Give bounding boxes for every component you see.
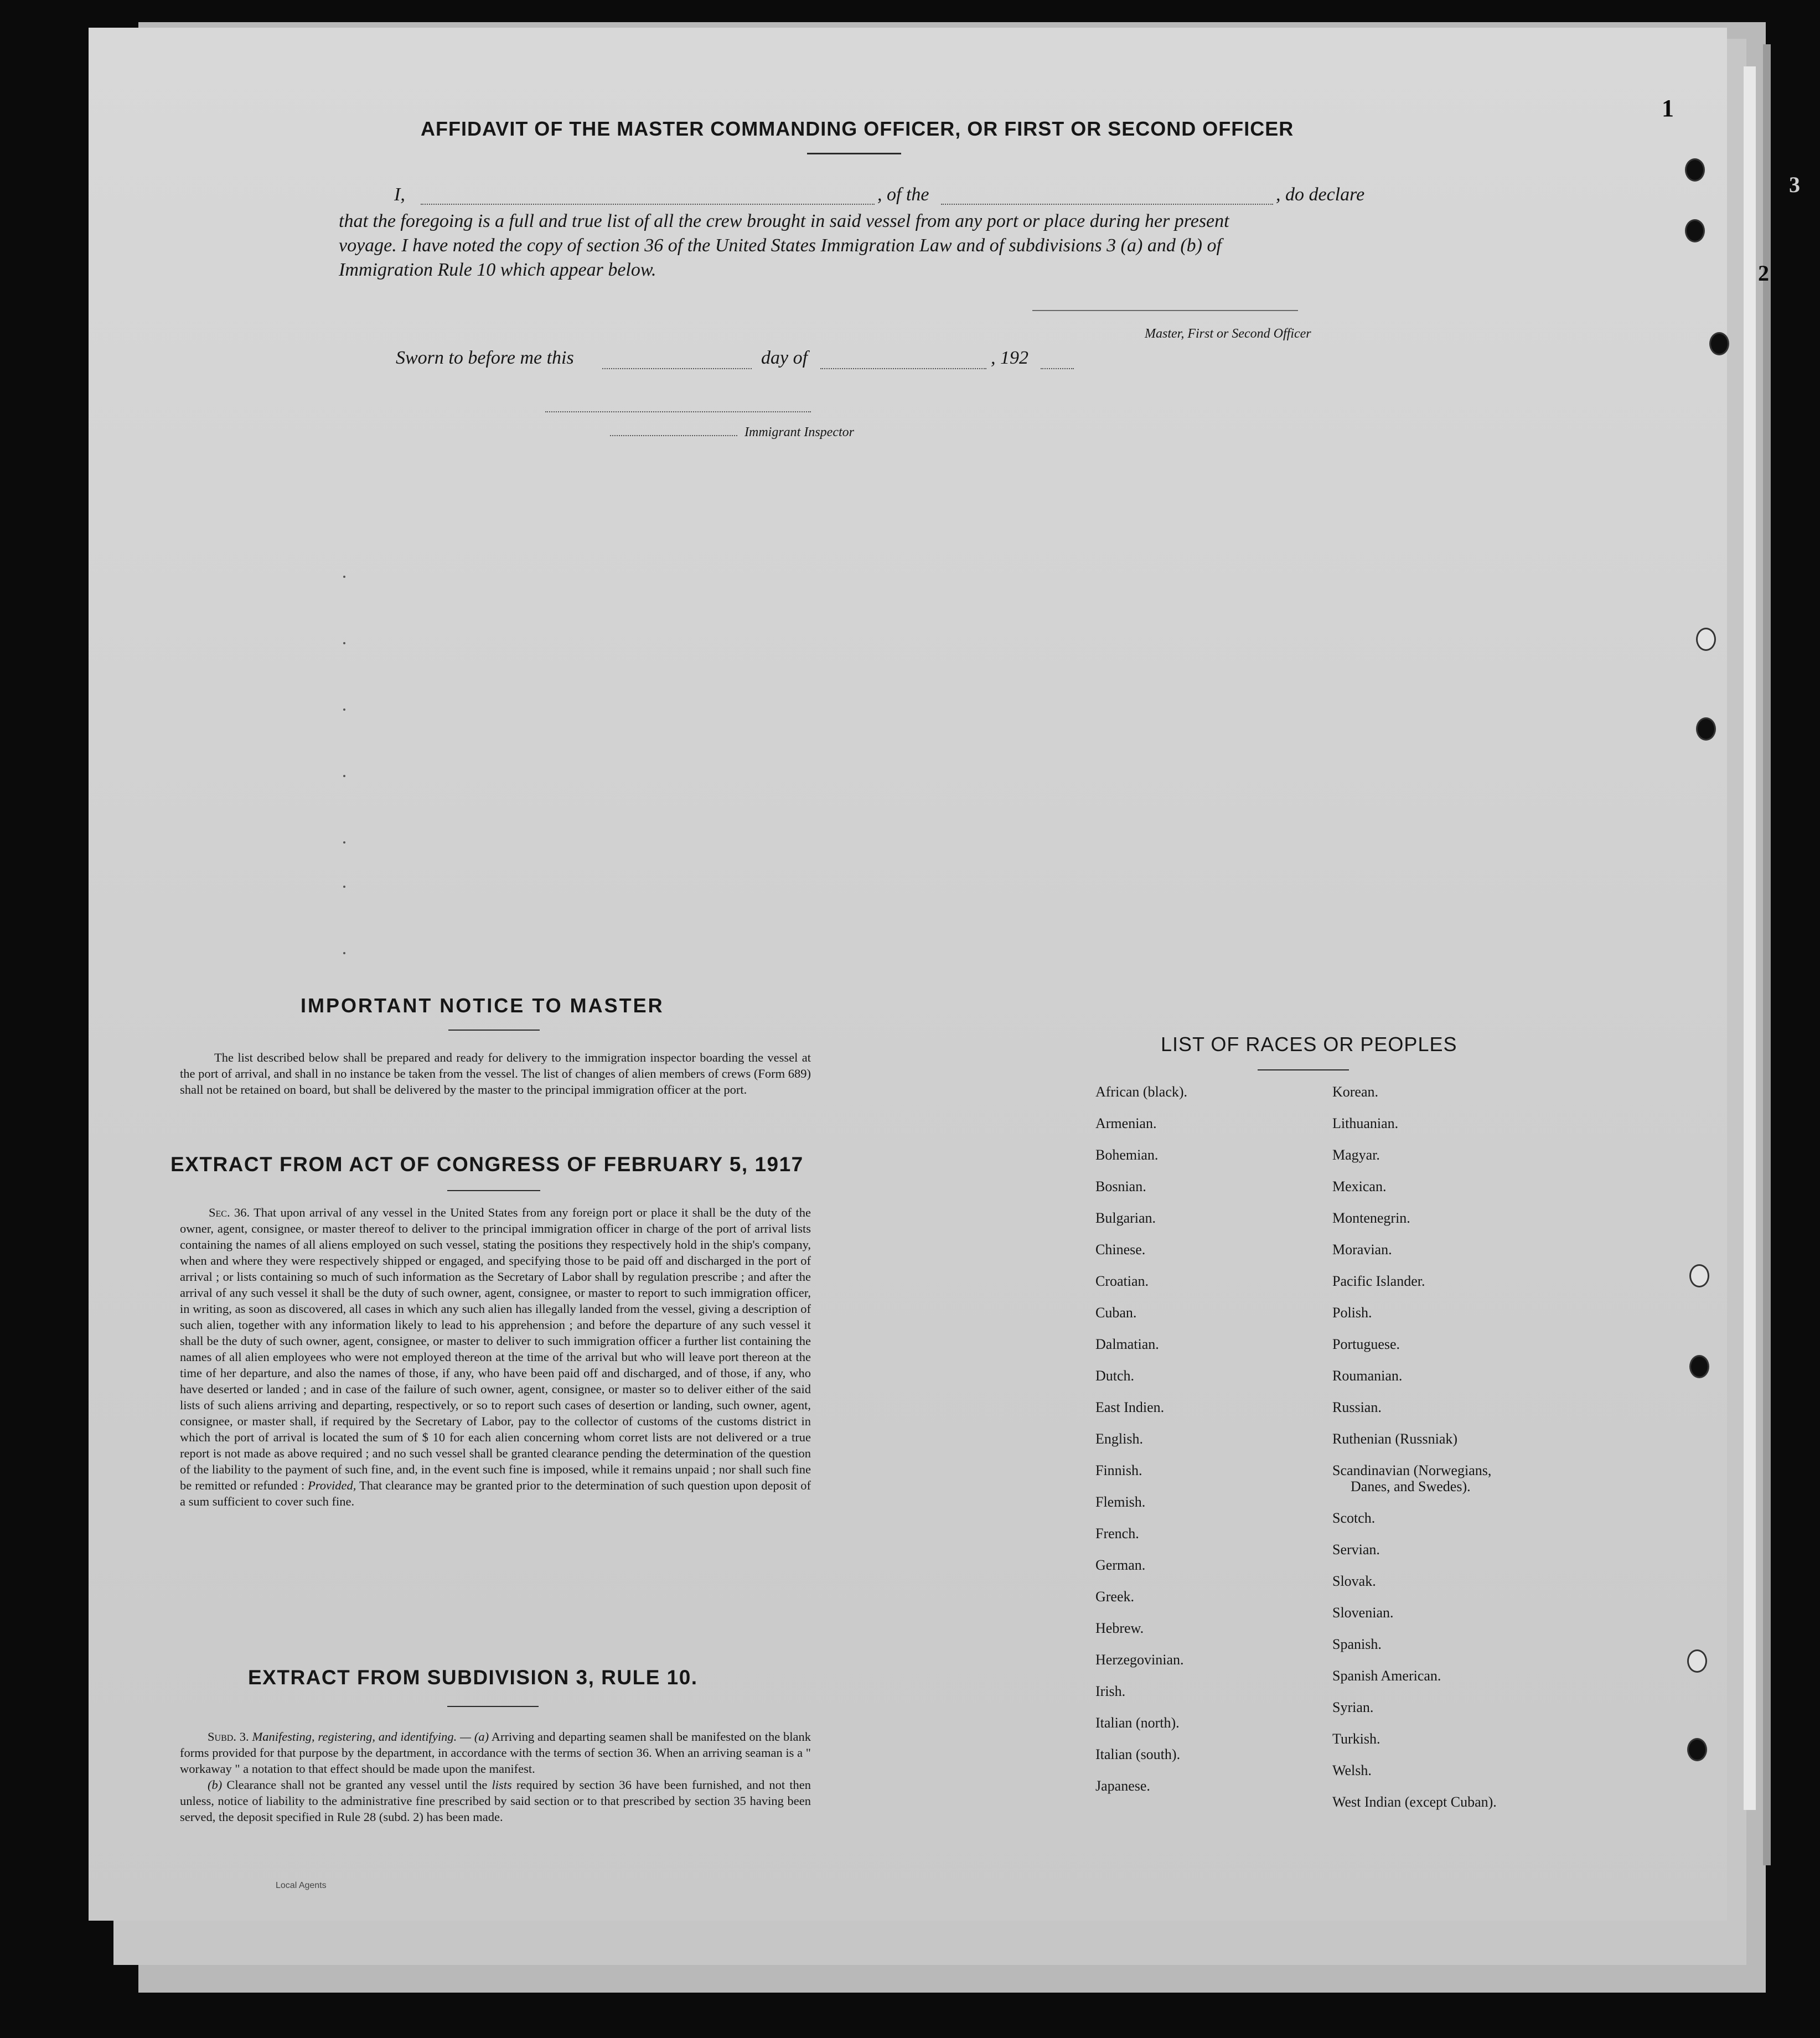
race-right-item: West Indian (except Cuban). [1332, 1794, 1497, 1810]
race-left-item: Armenian. [1095, 1115, 1157, 1131]
race-right-item: Ruthenian (Russniak) [1332, 1431, 1458, 1447]
master-signature-line [1032, 310, 1298, 311]
dot [343, 841, 345, 844]
race-left-item: Italian (south). [1095, 1746, 1181, 1762]
race-left-item: Irish. [1095, 1683, 1126, 1699]
inspector-signature-line [545, 411, 811, 412]
race-right-item: Magyar. [1332, 1147, 1380, 1163]
race-right-item: Roumanian. [1332, 1368, 1403, 1384]
dot [343, 708, 345, 711]
punch-hole-icon [1689, 1355, 1709, 1378]
subd-a-text: Arriving and departing seamen shall be manifested on the blank forms provided for that purpose by the department, in accordance with the terms of section 36. When an arriving seaman is a " workaway " a notation to that effect should be made upon the manifest. [180, 1730, 811, 1776]
notice-rule [448, 1030, 540, 1031]
race-right-item: Pacific Islander. [1332, 1273, 1425, 1289]
affidavit-declare: , do declare [1276, 184, 1365, 205]
race-left-item: Japanese. [1095, 1778, 1150, 1794]
subd-label: Subd. 3. [208, 1730, 249, 1744]
race-left-item: Bulgarian. [1095, 1210, 1156, 1226]
race-right-item: Russian. [1332, 1399, 1382, 1415]
act-text [180, 1204, 811, 1509]
race-left-item: French. [1095, 1525, 1139, 1542]
race-left-item: Finnish. [1095, 1462, 1142, 1478]
punch-hole-icon [1687, 1649, 1707, 1673]
race-left-item: Herzegovinian. [1095, 1652, 1184, 1668]
race-right-item: Montenegrin. [1332, 1210, 1410, 1226]
race-right-item: Turkish. [1332, 1731, 1380, 1747]
page-edge-shadow [1763, 44, 1771, 1865]
punch-hole-icon [1685, 158, 1705, 182]
dot [343, 576, 345, 578]
punch-hole-icon [1687, 1738, 1707, 1761]
race-right-item: Danes, and Swedes). [1351, 1478, 1471, 1494]
race-left-item: Dalmatian. [1095, 1336, 1159, 1352]
punch-hole-icon [1696, 717, 1716, 741]
race-right-item: Mexican. [1332, 1178, 1387, 1194]
race-left-item: Bohemian. [1095, 1147, 1159, 1163]
name-blank [421, 204, 875, 205]
affidavit-line-4: Immigration Rule 10 which appear below. [339, 260, 656, 280]
subd-b-lists: lists [492, 1778, 512, 1792]
inspector-short-line [610, 435, 737, 436]
margin-mark-3: 3 [1789, 172, 1800, 197]
race-right-item: Scandinavian (Norwegians, [1332, 1462, 1492, 1478]
race-left-item: Chinese. [1095, 1242, 1146, 1258]
dot [343, 952, 345, 954]
subd-b-text-2: required by section 36 have been furnished, and not then unless, notice of liability to the administrative fine prescribed by said section or to that prescribed by section 35 having been served, the deposit specified in Rule 28 (subd. 2) has been made. [180, 1778, 811, 1824]
margin-mark-1: 1 [1662, 95, 1674, 122]
race-left-item: Hebrew. [1095, 1620, 1144, 1636]
punch-hole-icon [1709, 332, 1729, 355]
notice-text: The list described below shall be prepared and ready for delivery to the immigration inspector boarding the vessel at the port of arrival, and shall in no instance be taken from the vessel. The list of changes of alien members of crews (Form 689) shall not be retained on board, but shall be delivered by the master to the principal immigration officer at the port. [180, 1051, 811, 1096]
race-left-item: Croatian. [1095, 1273, 1149, 1289]
affidavit-line-2: that the foregoing is a full and true list of all the crew brought in said vessel from any port or place during her present [339, 211, 1229, 231]
races-heading: LIST OF RACES OR PEOPLES [1161, 1033, 1457, 1056]
race-left-item: Cuban. [1095, 1305, 1137, 1321]
inspector-caption: Immigrant Inspector [744, 425, 854, 439]
race-left-item: Greek. [1095, 1589, 1135, 1605]
dot [343, 886, 345, 888]
affidavit-line-3: voyage. I have noted the copy of section 36 of the United States Immigration Law and of subdivisions 3 (a) and (b) of [339, 235, 1222, 256]
subd-b-text-1: Clearance shall not be granted any vessel until the [226, 1778, 488, 1792]
footer-scrap-text: Local Agents [276, 1881, 327, 1890]
act-provided: Provided, [308, 1478, 356, 1492]
punch-hole-icon [1685, 219, 1705, 242]
dot [343, 642, 345, 644]
master-caption: Master, First or Second Officer [1145, 327, 1311, 341]
race-right-item: Moravian. [1332, 1242, 1392, 1258]
sworn-day-blank [602, 368, 752, 369]
race-left-item: East Indien. [1095, 1399, 1165, 1415]
race-left-item: German. [1095, 1557, 1146, 1573]
race-right-item: Scotch. [1332, 1510, 1376, 1526]
affidavit-i: I, [394, 184, 405, 205]
heading-rule [807, 153, 901, 154]
race-right-item: Welsh. [1332, 1762, 1372, 1778]
races-rule [1258, 1069, 1349, 1070]
year-text: , 192 [991, 348, 1028, 368]
race-right-item: Slovak. [1332, 1573, 1376, 1589]
race-right-item: Spanish. [1332, 1636, 1382, 1652]
act-tail: That clearance may be granted prior to the determination of such question upon deposit of a sum sufficient to cover such fine. [180, 1478, 811, 1508]
race-right-item: Portuguese. [1332, 1336, 1400, 1352]
sworn-month-blank [820, 368, 986, 369]
subd-b-label: (b) [208, 1778, 223, 1792]
race-right-item: Servian. [1332, 1542, 1380, 1558]
punch-hole-icon [1689, 1264, 1709, 1287]
vessel-blank [941, 204, 1273, 205]
affidavit-of-the: , of the [877, 184, 929, 205]
punch-hole-icon [1696, 628, 1716, 651]
race-right-item: Korean. [1332, 1084, 1379, 1100]
sworn-text: Sworn to before me this [396, 348, 574, 368]
race-left-item: Bosnian. [1095, 1178, 1146, 1194]
rule10-heading: EXTRACT FROM SUBDIVISION 3, RULE 10. [248, 1666, 698, 1689]
race-left-item: African (black). [1095, 1084, 1188, 1100]
year-blank [1041, 368, 1074, 369]
margin-mark-2: 2 [1758, 261, 1769, 286]
race-left-item: English. [1095, 1431, 1143, 1447]
race-right-item: Syrian. [1332, 1699, 1374, 1715]
day-of-text: day of [761, 348, 808, 368]
race-right-item: Spanish American. [1332, 1668, 1441, 1684]
rule10-text [180, 1729, 811, 1825]
act-section-label: Sec. 36. [209, 1206, 250, 1219]
affidavit-heading: AFFIDAVIT OF THE MASTER COMMANDING OFFICER, OR FIRST OR SECOND OFFICER [421, 117, 1294, 140]
race-right-item: Slovenian. [1332, 1605, 1394, 1621]
race-right-item: Polish. [1332, 1305, 1372, 1321]
document-page [89, 28, 1727, 1921]
subd-title: Manifesting, registering, and identifying. — (a) [252, 1730, 489, 1744]
race-left-item: Italian (north). [1095, 1715, 1180, 1731]
rule10-rule [447, 1706, 539, 1707]
notice-heading: IMPORTANT NOTICE TO MASTER [301, 994, 664, 1017]
race-right-item: Lithuanian. [1332, 1115, 1399, 1131]
race-left-item: Flemish. [1095, 1494, 1146, 1510]
act-body: That upon arrival of any vessel in the United States from any foreign port or place it shall be the duty of the owner, agent, consignee, or master thereof to deliver to the principal immigration officer in charge of the port of arrival lists containing the names of all aliens employed on such vessel, stating the positions they respectively hold in the ship's company, when and where they were respectively shipped or engaged, and specifying those to be paid off and discharged in the port of arrival ; or lists containing so much of such information as the Secretary of Labor shall by regulation prescribe ; and after the arrival of any such vessel it shall be the duty of such owner, agent, consignee, or master to report to such immigration officer, in writing, as soon as discovered, all cases in which any such alien has illegally landed from the vessel, giving a description of such alien, together with any information likely to lead to his apprehension ; and before the departure of any such vessel it shall be the duty of such owner, agent, consignee, or master to deliver to such immigration officer a further list containing the names of all alien employees who were not employed thereon at the time of the arrival but who will leave port thereon at the time of her departure, and also the names of those, if any, who have been paid off and discharged, and of those, if any, who have deserted or landed ; and in case of the failure of such owner, agent, consignee, or master so to deliver either of the said lists of such aliens arriving and departing, respectively, or so to report such cases of desertion or landing, such owner, agent, consignee, or master shall, if required by the Secretary of Labor, pay to the collector of customs of the customs district in which the port of arrival is located the sum of $ 10 for each alien concerning whom corret lists are not delivered or a true report is not made as above required ; and no such vessel shall be granted clearance pending the determination of the question of the liability to the payment of such fine, and, in the event such fine is imposed, while it remains unpaid ; nor shall such fine be remitted or refunded : [180, 1206, 811, 1492]
page-edge [1744, 66, 1756, 1810]
dot [343, 775, 345, 777]
act-rule [447, 1190, 540, 1191]
act-heading: EXTRACT FROM ACT OF CONGRESS OF FEBRUARY 5, 1917 [170, 1153, 804, 1176]
race-left-item: Dutch. [1095, 1368, 1135, 1384]
